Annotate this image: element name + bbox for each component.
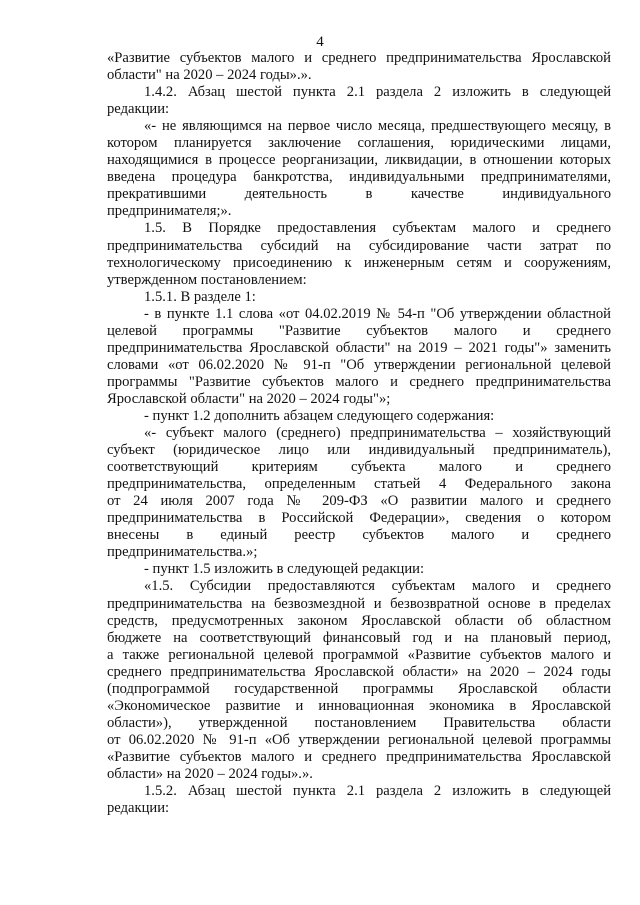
text-line: 1.5.2. Абзац шестой пункта 2.1 раздела 2 изложить в следующей [144,783,611,800]
text-line: - пункт 1.2 дополнить абзацем следующего содержания: [144,407,495,424]
text-line: Ярославской области" на 2020 – 2024 годы"»; [107,390,391,407]
text-line: редакции: [107,800,170,817]
text-line: 1.5. В Порядке предоставления субъектам малого и среднего [144,220,611,237]
page-number: 4 [316,34,324,50]
text-line: 1.5.1. В разделе 1: [144,288,256,305]
text-line: области" на 2020 – 2024 годы».». [107,67,312,84]
text-line: соответствующий критериям субъекта малого и среднего [107,459,611,476]
text-line: «- субъект малого (среднего) предпринимательства – хозяйствующий [144,425,611,442]
text-line: словами «от 06.02.2020 № 91-п "Об утверждении региональной целевой [107,356,611,373]
text-line: предпринимательства на безвозмездной и безвозвратной основе в пределах [107,595,611,612]
text-line: - в пункте 1.1 слова «от 04.02.2019 № 54-п "Об утверждении областной [144,305,611,322]
text-line: «Развитие субъектов малого и среднего предпринимательства Ярославской [107,50,611,66]
text-line: «- не являющимся на первое число месяца, предшествующего месяцу, в [144,118,611,135]
text-line: предпринимательства субсидий на субсидирование части затрат по [107,237,611,254]
text-line: редакции: [107,101,170,118]
text-line: области»), утвержденной постановлением Правительства области [107,714,611,731]
text-line: а также региональной целевой программой «Развитие субъектов малого и [107,646,611,663]
text-line: от 24 июля 2007 года № 209-ФЗ «О развитии малого и среднего [107,493,611,510]
text-line: средств, предусмотренных законом Ярославской области об областном [107,612,611,629]
text-line: (подпрограммой государственной программы Ярославской области [107,680,611,697]
text-line: предпринимательства Ярославской области" на 2019 – 2021 годы"» заменить [107,339,611,356]
text-line: находящимися в процессе реорганизации, ликвидации, в отношении которых [107,152,611,169]
text-line: предпринимательства в Российской Федерации», сведения о котором [107,510,611,527]
document-body [107,50,611,817]
text-line: бюджете на соответствующий финансовый год и на плановый период, [107,629,611,646]
text-line: целевой программы "Развитие субъектов малого и среднего [107,322,611,339]
text-line: котором планируется заключение соглашения, юридическими лицами, [107,135,611,152]
text-line: программы "Развитие субъектов малого и среднего предпринимательства [107,373,611,390]
text-line: предпринимательства.»; [107,544,258,561]
text-line: «Развитие субъектов малого и среднего предпринимательства Ярославской [107,748,611,765]
text-line: области» на 2020 – 2024 годы».». [107,765,313,782]
text-line: предпринимательства, определенным статьей 4 Федерального закона [107,476,611,493]
text-line: - пункт 1.5 изложить в следующей редакции: [144,561,425,578]
text-line: прекратившими деятельность в качестве индивидуального [107,186,611,203]
text-line: 1.4.2. Абзац шестой пункта 2.1 раздела 2 изложить в следующей [144,84,611,101]
text-line: от 06.02.2020 № 91-п «Об утверждении региональной целевой программы [107,731,611,748]
text-line: «1.5. Субсидии предоставляются субъектам малого и среднего [144,578,611,595]
text-line: технологическому присоединению к инженерным сетям и сооружениям, [107,254,611,271]
text-line: «Экономическое развитие и инновационная экономика в Ярославской [107,697,611,714]
text-line: внесены в единый реестр субъектов малого и среднего [107,527,611,544]
text-line: среднего предпринимательства Ярославской области» на 2020 – 2024 годы [107,663,611,680]
text-line: введена процедура банкротства, индивидуальными предпринимателями, [107,169,611,186]
text-line: утвержденном постановлением: [107,271,307,288]
text-line: предпринимателя;». [107,203,232,220]
text-line: субъект (юридическое лицо или индивидуальный предприниматель), [107,442,611,459]
